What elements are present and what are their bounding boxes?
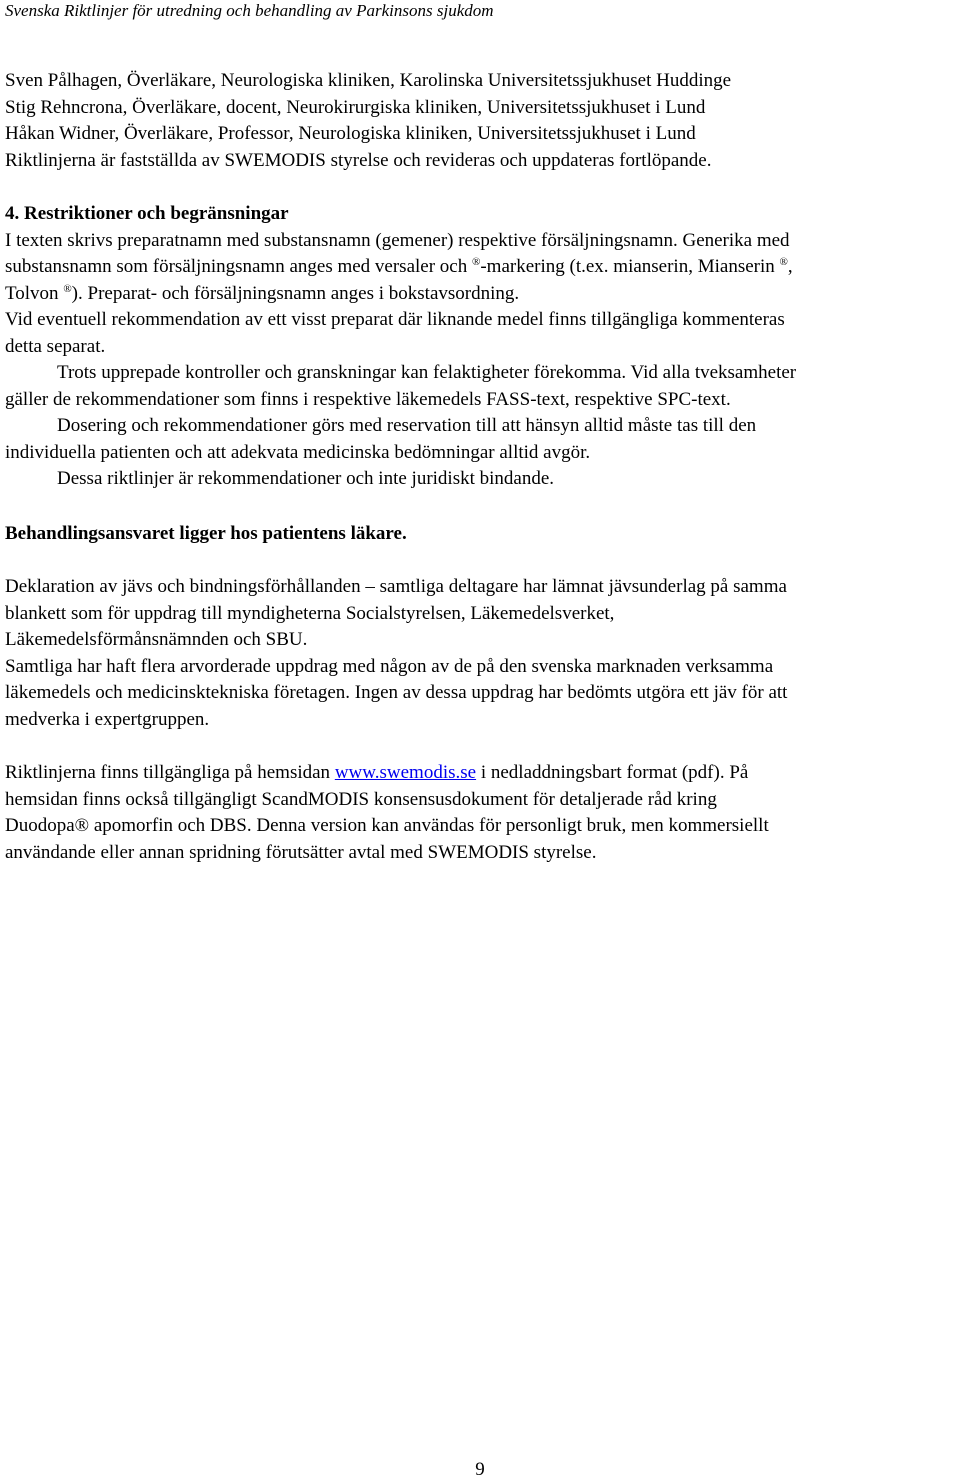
author-line: Stig Rehncrona, Överläkare, docent, Neurokirurgiska kliniken, Universitetssjukhuset i Lund	[5, 96, 706, 118]
section-text-line: detta separat.	[5, 335, 106, 357]
text-fragment: -markering (t.ex. mianserin, Mianserin	[480, 256, 775, 277]
authors-block	[5, 68, 960, 174]
declaration-line: blankett som för uppdrag till myndigheterna Socialstyrelsen, Läkemedelsverket,	[5, 602, 615, 624]
section-text-line	[5, 254, 960, 281]
section-text-line: gäller de rekommendationer som finns i respektive läkemedels FASS-text, respektive SPC-text.	[5, 388, 731, 410]
declaration-line: Läkemedelsförmånsnämnden och SBU.	[5, 629, 308, 650]
page-number: 9	[475, 1459, 485, 1480]
swemodis-link[interactable]: www.swemodis.se	[334, 762, 477, 783]
author-line: Sven Pålhagen, Överläkare, Neurologiska kliniken, Karolinska Universitetssjukhuset Huddinge	[5, 70, 732, 91]
section-heading: 4. Restriktioner och begränsningar	[5, 203, 289, 224]
text-fragment: ). Preparat- och försäljningsnamn anges i bokstavsordning.	[71, 282, 520, 304]
text-fragment: Riktlinjerna finns tillgängliga på hemsidan	[5, 762, 331, 783]
author-line: Håkan Widner, Överläkare, Professor, Neurologiska kliniken, Universitetssjukhuset i Lund	[5, 123, 696, 144]
responsibility-statement	[5, 521, 960, 548]
availability-block	[5, 760, 960, 866]
text-fragment: i nedladdningsbart format (pdf). På	[480, 762, 749, 783]
text-fragment: Tolvon	[5, 282, 59, 304]
registered-mark: ®	[471, 256, 481, 268]
declaration-line: medverka i expertgruppen.	[5, 708, 210, 730]
declaration-block	[5, 574, 960, 733]
responsibility-line: Behandlingsansvaret ligger hos patientens läkare.	[5, 523, 407, 544]
declaration-line: läkemedels och medicinsktekniska företagen. Ingen av dessa uppdrag har bedömts utgöra ett jäv för att	[5, 682, 788, 703]
registered-mark: ®	[63, 282, 72, 295]
section-text-line: Trots upprepade kontroller och granskningar kan felaktigheter förekomma. Vid alla tveksamheter	[57, 362, 797, 383]
section-text-line: I texten skrivs preparatnamn med substansnamn (gemener) respektive försäljningsnamn. Generika med	[5, 229, 790, 251]
section-text-line: Dosering och rekommendationer görs med reservation till att hänsyn alltid måste tas till den	[57, 415, 757, 436]
availability-line: användande eller annan spridning förutsätter avtal med SWEMODIS styrelse.	[5, 841, 597, 863]
availability-line: Duodopa® apomorfin och DBS. Denna version kan användas för personligt bruk, men kommersiellt	[5, 815, 769, 836]
section-text-line: Vid eventuell rekommendation av ett visst preparat där liknande medel finns tillgängliga kommenteras	[5, 309, 785, 330]
declaration-line: Samtliga har haft flera arvorderade uppdrag med någon av de på den svenska marknaden verksamma	[5, 655, 774, 677]
text-fragment: ,	[787, 256, 793, 277]
section-text-line: individuella patienten och att adekvata medicinska bedömningar alltid avgör.	[5, 441, 591, 463]
registered-mark: ®	[779, 256, 788, 268]
availability-line	[5, 760, 960, 787]
declaration-line: Deklaration av jävs och bindningsförhållanden – samtliga deltagare har lämnat jävsunderlag på samma	[5, 576, 787, 597]
approval-line: Riktlinjerna är fastställda av SWEMODIS styrelse och revideras och uppdateras fortlöpande.	[5, 149, 712, 171]
text-fragment: substansnamn som försäljningsnamn anges med versaler och	[5, 256, 468, 277]
availability-line: hemsidan finns också tillgängligt ScandMODIS konsensusdokument för detaljerade råd kring	[5, 788, 717, 810]
section-text-line	[5, 281, 960, 308]
section-text-line: Dessa riktlinjer är rekommendationer och inte juridiskt bindande.	[57, 468, 555, 489]
running-header: Svenska Riktlinjer för utredning och behandling av Parkinsons sjukdom	[5, 1, 494, 20]
section-4	[5, 201, 960, 493]
